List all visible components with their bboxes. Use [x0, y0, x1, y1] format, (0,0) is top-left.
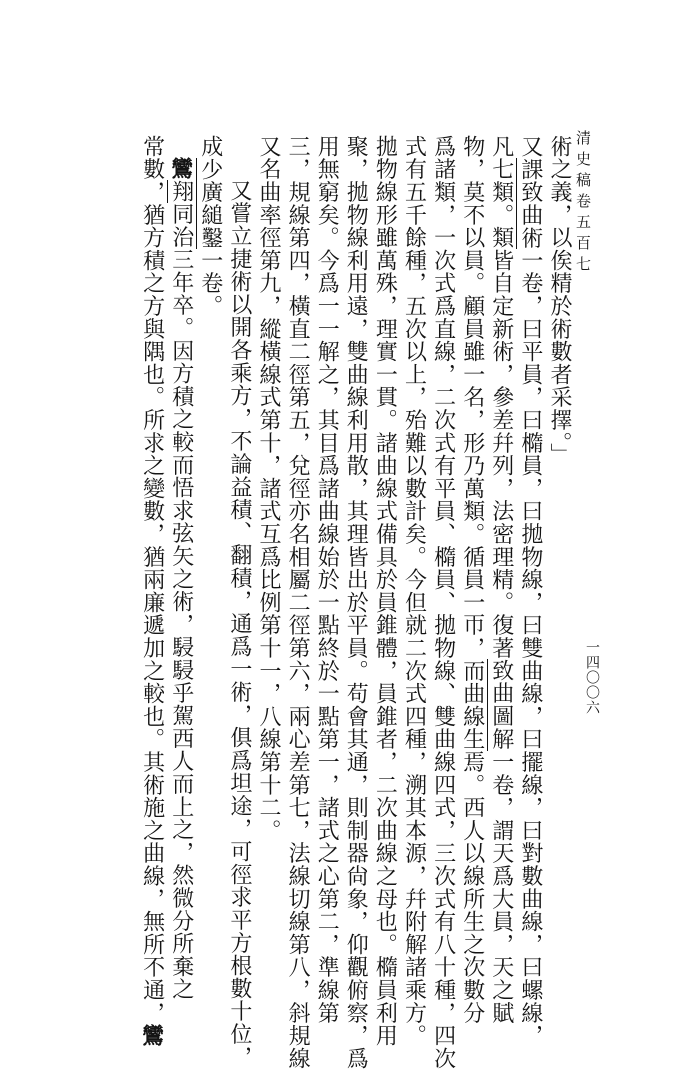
- text-column: [199, 135, 221, 317]
- text-run: 一卷，謂天爲大員，天之賦: [488, 750, 514, 1025]
- text-run: 凡七類。類皆自定新術，參差幷列，法密理精。復著: [488, 135, 514, 660]
- text-column: [314, 135, 340, 1025]
- text-column: [548, 135, 570, 466]
- text-run: 用無窮矣。今爲一一解之，其目爲諸曲線始於一點終於一點第一，諸式之心第二，準線第: [314, 135, 340, 1025]
- text-run: 式有五千餘種，五次以上，殆難以數計矣。今但就二次式四種，溯其本源，幷附解諸乘方。: [401, 135, 427, 1047]
- text-run: 三，規線第四，橫直二徑第五，兌徑亦名相屬二徑第六，兩心差第七，法線切線第八，斜規線: [285, 135, 311, 1070]
- text-run: 爲諸類，一次式爲直線，二次式有平員、橢員、拋物線、雙曲線四式，三次式有八十種，四次: [430, 135, 456, 1070]
- proper-name: 課致曲術: [517, 157, 543, 250]
- text-run: 一卷。: [197, 249, 223, 318]
- text-run: 又嘗立捷術以開各乘方，不論益積、翻積，通爲一術，俱爲坦途，可徑求平方根數十位，: [226, 179, 252, 1069]
- text-column: [343, 135, 369, 1070]
- text-run: 聚，拋物線利用遠，雙曲線利用散，其理皆出於平員。苟會其通，則制器尙象，仰觀俯察，爲: [343, 135, 369, 1070]
- text-run: 一卷，曰平員，曰橢員，曰拋物線，曰雙曲線，曰擺線，曰對數曲線，曰螺線，: [517, 249, 543, 1048]
- text-column: [519, 135, 541, 1047]
- text-run: 又名曲率徑第九，縱橫線式第十，諸式互爲比例第十一，八線第十二。: [256, 135, 281, 842]
- text-column: [432, 135, 454, 1070]
- text-run: 又: [517, 135, 543, 158]
- text-run: 物，莫不以員。顧員雖一名，形乃萬類。循員一帀，而曲線生焉。西人以線所生之次數分: [459, 135, 485, 1025]
- text-column: [257, 135, 279, 842]
- text-column: [167, 157, 194, 1001]
- text-column: [372, 135, 398, 1047]
- text-column: [138, 135, 165, 1048]
- text-column: [403, 135, 425, 1047]
- proper-name: 翔: [168, 179, 194, 203]
- text-column: [228, 179, 250, 1068]
- text-column: [461, 135, 483, 1024]
- proper-name: 少廣縋鑿: [197, 157, 223, 250]
- text-column: [285, 135, 311, 1070]
- running-title: 清史稿卷五百七: [574, 130, 592, 277]
- text-run: 成: [197, 135, 223, 158]
- text-run: 常數，猶方積之方與隅也。所求之變數，猶兩廉遞加之較也。其術施之曲線，無所不通，: [139, 135, 165, 1025]
- proper-name: 致曲圖解: [488, 659, 514, 751]
- page-number: 一四〇〇六: [584, 640, 600, 715]
- name-glyph: 鸞: [167, 157, 194, 180]
- name-glyph: 鸞: [138, 1024, 165, 1048]
- text-run: 拋物線形雖萬殊，理實一貫。諸曲線式備具於員錐體，員錐者，二次曲線之母也。橢員利用: [372, 135, 398, 1047]
- text-column: [490, 135, 512, 1024]
- text-run: 同治三年卒。因方積之較而悟求弦矢之術，駸駸乎駕西人而上之，然微分所棄之: [168, 202, 194, 1001]
- text-run: 術之義，以俟精於術數者采擇。」: [547, 135, 572, 466]
